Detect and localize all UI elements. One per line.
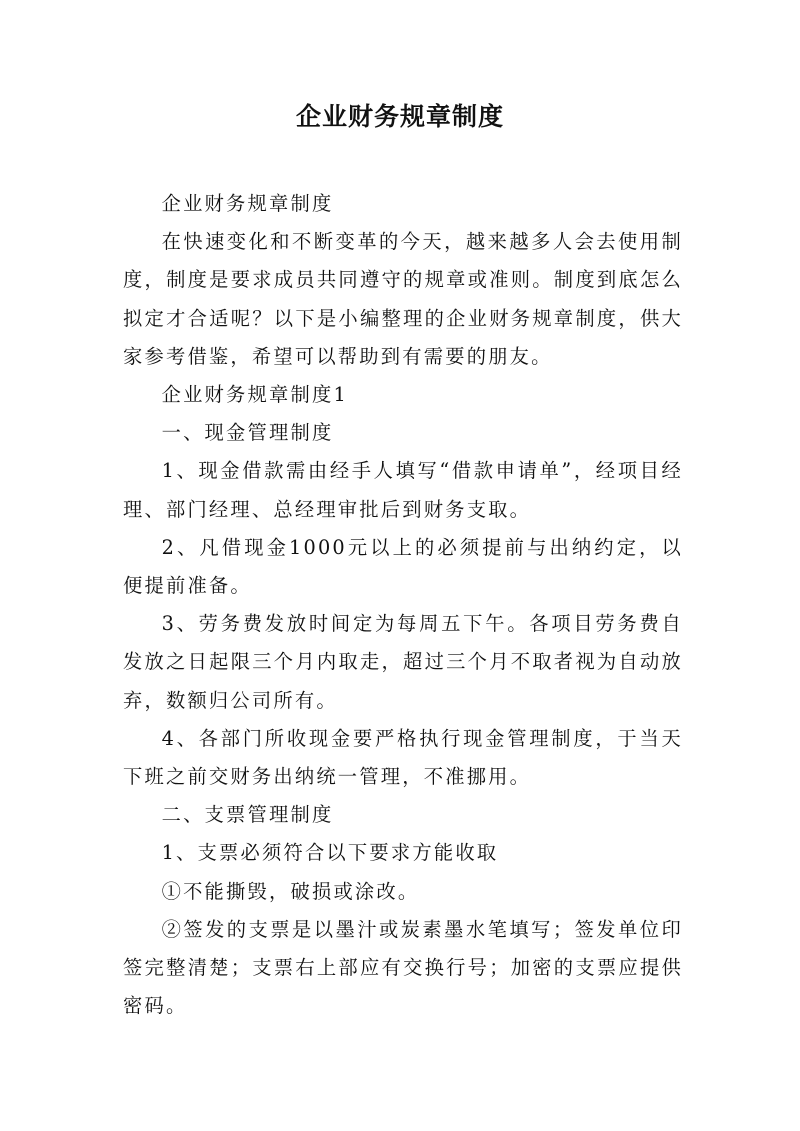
document-body [123,185,683,1025]
paragraph-cash-1: 1、现金借款需由经手人填写“借款申请单”，经项目经理、部门经理、总经理审批后到财务支取。 [123,459,683,521]
document-title: 企业财务规章制度 [295,102,504,131]
paragraph-subtitle: 企业财务规章制度 [161,192,334,215]
paragraph-cash-2: 2、凡借现金1000元以上的必须提前与出纳约定，以便提前准备。 [123,535,683,598]
subsection-heading-cash: 一、现金管理制度 [161,421,334,445]
paragraph-cash-3: 3、劳务费发放时间定为每周五下午。各项目劳务费自发放之日起限三个月内取走，超过三个月不取者视为自动放弃，数额归公司所有。 [123,612,683,712]
paragraph-cheque-item-1: ①不能撕毁，破损或涂改。 [161,879,420,903]
section-heading-1: 企业财务规章制度1 [161,383,348,407]
paragraph-cheque-item-2: ②签发的支票是以墨汁或炭素墨水笔填写；签发单位印签完整清楚；支票右上部应有交换行号；加密的支票应提供密码。 [123,917,683,1018]
paragraph-intro: 在快速变化和不断变革的今天，越来越多人会去使用制度，制度是要求成员共同遵守的规章或准则。制度到底怎么拟定才合适呢？以下是小编整理的企业财务规章制度，供大家参考借鉴，希望可以帮助到有需要的朋友。 [123,230,683,368]
paragraph-cash-4: 4、各部门所收现金要严格执行现金管理制度，于当天下班之前交财务出纳统一管理，不准挪用。 [123,726,683,789]
paragraph-cheque-1: 1、支票必须符合以下要求方能收取 [161,841,499,865]
subsection-heading-cheque: 二、支票管理制度 [161,803,334,827]
